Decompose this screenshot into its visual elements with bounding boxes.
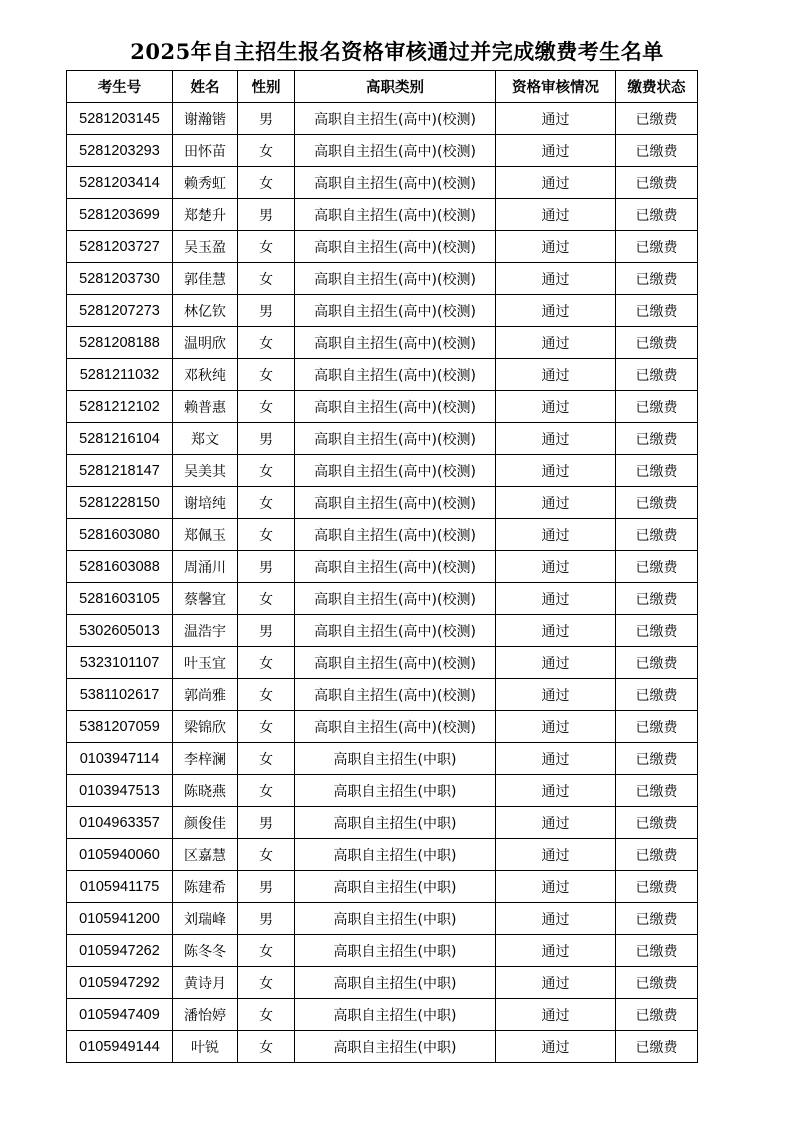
- review-status-cell: 通过: [496, 999, 616, 1031]
- name-cell: 陈建希: [173, 871, 238, 903]
- student-table: [66, 70, 698, 1063]
- table-row: [67, 455, 698, 487]
- category-cell: 高职自主招生(高中)(校测): [295, 103, 496, 135]
- payment-status-cell: 已缴费: [616, 743, 698, 775]
- category-cell: 高职自主招生(中职): [295, 935, 496, 967]
- payment-status-cell: 已缴费: [616, 423, 698, 455]
- review-status-cell: 通过: [496, 455, 616, 487]
- exam-number-cell: 5381207059: [67, 711, 173, 743]
- category-cell: 高职自主招生(高中)(校测): [295, 263, 496, 295]
- table-row: [67, 743, 698, 775]
- name-cell: 叶锐: [173, 1031, 238, 1063]
- exam-number-cell: 0105947409: [67, 999, 173, 1031]
- gender-cell: 女: [238, 487, 295, 519]
- name-cell: 陈晓燕: [173, 775, 238, 807]
- header-review-status: 资格审核情况: [496, 71, 616, 103]
- gender-cell: 女: [238, 359, 295, 391]
- table-row: [67, 967, 698, 999]
- name-cell: 蔡馨宜: [173, 583, 238, 615]
- name-cell: 温明欣: [173, 327, 238, 359]
- gender-cell: 女: [238, 775, 295, 807]
- payment-status-cell: 已缴费: [616, 711, 698, 743]
- table-row: [67, 519, 698, 551]
- review-status-cell: 通过: [496, 231, 616, 263]
- payment-status-cell: 已缴费: [616, 327, 698, 359]
- payment-status-cell: 已缴费: [616, 1031, 698, 1063]
- exam-number-cell: 5302605013: [67, 615, 173, 647]
- table-row: [67, 775, 698, 807]
- gender-cell: 女: [238, 935, 295, 967]
- exam-number-cell: 5281203730: [67, 263, 173, 295]
- category-cell: 高职自主招生(中职): [295, 999, 496, 1031]
- table-row: [67, 359, 698, 391]
- review-status-cell: 通过: [496, 967, 616, 999]
- gender-cell: 男: [238, 423, 295, 455]
- category-cell: 高职自主招生(中职): [295, 1031, 496, 1063]
- gender-cell: 女: [238, 999, 295, 1031]
- exam-number-cell: 0105947262: [67, 935, 173, 967]
- name-cell: 叶玉宜: [173, 647, 238, 679]
- category-cell: 高职自主招生(高中)(校测): [295, 231, 496, 263]
- review-status-cell: 通过: [496, 295, 616, 327]
- review-status-cell: 通过: [496, 807, 616, 839]
- table-row: [67, 999, 698, 1031]
- name-cell: 周涌川: [173, 551, 238, 583]
- gender-cell: 男: [238, 903, 295, 935]
- gender-cell: 男: [238, 871, 295, 903]
- category-cell: 高职自主招生(高中)(校测): [295, 679, 496, 711]
- category-cell: 高职自主招生(中职): [295, 839, 496, 871]
- gender-cell: 女: [238, 455, 295, 487]
- table-row: [67, 647, 698, 679]
- payment-status-cell: 已缴费: [616, 263, 698, 295]
- exam-number-cell: 5281218147: [67, 455, 173, 487]
- name-cell: 吴玉盈: [173, 231, 238, 263]
- review-status-cell: 通过: [496, 551, 616, 583]
- review-status-cell: 通过: [496, 423, 616, 455]
- exam-number-cell: 5281603105: [67, 583, 173, 615]
- table-row: [67, 679, 698, 711]
- gender-cell: 女: [238, 1031, 295, 1063]
- table-row: [67, 615, 698, 647]
- name-cell: 颜俊佳: [173, 807, 238, 839]
- table-body: [67, 103, 698, 1063]
- exam-number-cell: 5281203293: [67, 135, 173, 167]
- name-cell: 李梓澜: [173, 743, 238, 775]
- exam-number-cell: 0104963357: [67, 807, 173, 839]
- table-row: [67, 135, 698, 167]
- review-status-cell: 通过: [496, 263, 616, 295]
- payment-status-cell: 已缴费: [616, 359, 698, 391]
- exam-number-cell: 0103947513: [67, 775, 173, 807]
- review-status-cell: 通过: [496, 487, 616, 519]
- review-status-cell: 通过: [496, 615, 616, 647]
- exam-number-cell: 5281211032: [67, 359, 173, 391]
- payment-status-cell: 已缴费: [616, 295, 698, 327]
- review-status-cell: 通过: [496, 519, 616, 551]
- table-row: [67, 263, 698, 295]
- table-row: [67, 711, 698, 743]
- review-status-cell: 通过: [496, 775, 616, 807]
- exam-number-cell: 5381102617: [67, 679, 173, 711]
- exam-number-cell: 5281203699: [67, 199, 173, 231]
- name-cell: 梁锦欣: [173, 711, 238, 743]
- payment-status-cell: 已缴费: [616, 487, 698, 519]
- name-cell: 赖普惠: [173, 391, 238, 423]
- review-status-cell: 通过: [496, 583, 616, 615]
- gender-cell: 男: [238, 103, 295, 135]
- category-cell: 高职自主招生(高中)(校测): [295, 519, 496, 551]
- review-status-cell: 通过: [496, 167, 616, 199]
- name-cell: 潘怡婷: [173, 999, 238, 1031]
- gender-cell: 女: [238, 583, 295, 615]
- gender-cell: 女: [238, 679, 295, 711]
- payment-status-cell: 已缴费: [616, 519, 698, 551]
- exam-number-cell: 0105947292: [67, 967, 173, 999]
- table-row: [67, 295, 698, 327]
- category-cell: 高职自主招生(高中)(校测): [295, 359, 496, 391]
- payment-status-cell: 已缴费: [616, 135, 698, 167]
- category-cell: 高职自主招生(中职): [295, 871, 496, 903]
- name-cell: 田怀苗: [173, 135, 238, 167]
- table-row: [67, 807, 698, 839]
- category-cell: 高职自主招生(高中)(校测): [295, 551, 496, 583]
- name-cell: 郑文: [173, 423, 238, 455]
- category-cell: 高职自主招生(高中)(校测): [295, 135, 496, 167]
- table-row: [67, 391, 698, 423]
- review-status-cell: 通过: [496, 327, 616, 359]
- payment-status-cell: 已缴费: [616, 775, 698, 807]
- review-status-cell: 通过: [496, 935, 616, 967]
- gender-cell: 男: [238, 551, 295, 583]
- table-row: [67, 935, 698, 967]
- review-status-cell: 通过: [496, 647, 616, 679]
- table-row: [67, 423, 698, 455]
- header-category: 高职类别: [295, 71, 496, 103]
- gender-cell: 女: [238, 967, 295, 999]
- review-status-cell: 通过: [496, 679, 616, 711]
- exam-number-cell: 5281208188: [67, 327, 173, 359]
- name-cell: 黄诗月: [173, 967, 238, 999]
- gender-cell: 女: [238, 839, 295, 871]
- payment-status-cell: 已缴费: [616, 583, 698, 615]
- table-row: [67, 1031, 698, 1063]
- gender-cell: 男: [238, 199, 295, 231]
- category-cell: 高职自主招生(中职): [295, 743, 496, 775]
- exam-number-cell: 5281228150: [67, 487, 173, 519]
- table-row: [67, 871, 698, 903]
- name-cell: 刘瑞峰: [173, 903, 238, 935]
- exam-number-cell: 5281603080: [67, 519, 173, 551]
- name-cell: 郭佳慧: [173, 263, 238, 295]
- name-cell: 邓秋纯: [173, 359, 238, 391]
- gender-cell: 男: [238, 615, 295, 647]
- exam-number-cell: 5281207273: [67, 295, 173, 327]
- gender-cell: 女: [238, 231, 295, 263]
- exam-number-cell: 5281203727: [67, 231, 173, 263]
- table-row: [67, 103, 698, 135]
- payment-status-cell: 已缴费: [616, 615, 698, 647]
- payment-status-cell: 已缴费: [616, 167, 698, 199]
- gender-cell: 女: [238, 743, 295, 775]
- name-cell: 郑楚升: [173, 199, 238, 231]
- payment-status-cell: 已缴费: [616, 647, 698, 679]
- table-row: [67, 583, 698, 615]
- exam-number-cell: 5281212102: [67, 391, 173, 423]
- payment-status-cell: 已缴费: [616, 199, 698, 231]
- review-status-cell: 通过: [496, 903, 616, 935]
- exam-number-cell: 0105941200: [67, 903, 173, 935]
- category-cell: 高职自主招生(高中)(校测): [295, 295, 496, 327]
- header-exam-number: 考生号: [67, 71, 173, 103]
- payment-status-cell: 已缴费: [616, 871, 698, 903]
- category-cell: 高职自主招生(高中)(校测): [295, 711, 496, 743]
- table-header-row: [67, 71, 698, 103]
- header-name: 姓名: [173, 71, 238, 103]
- exam-number-cell: 0105940060: [67, 839, 173, 871]
- category-cell: 高职自主招生(高中)(校测): [295, 583, 496, 615]
- category-cell: 高职自主招生(中职): [295, 903, 496, 935]
- exam-number-cell: 5323101107: [67, 647, 173, 679]
- name-cell: 温浩宇: [173, 615, 238, 647]
- table-row: [67, 231, 698, 263]
- review-status-cell: 通过: [496, 839, 616, 871]
- payment-status-cell: 已缴费: [616, 551, 698, 583]
- category-cell: 高职自主招生(高中)(校测): [295, 167, 496, 199]
- review-status-cell: 通过: [496, 871, 616, 903]
- payment-status-cell: 已缴费: [616, 999, 698, 1031]
- table-row: [67, 903, 698, 935]
- name-cell: 陈冬冬: [173, 935, 238, 967]
- exam-number-cell: 5281603088: [67, 551, 173, 583]
- gender-cell: 女: [238, 135, 295, 167]
- category-cell: 高职自主招生(高中)(校测): [295, 199, 496, 231]
- category-cell: 高职自主招生(高中)(校测): [295, 423, 496, 455]
- table-row: [67, 327, 698, 359]
- header-payment-status: 缴费状态: [616, 71, 698, 103]
- payment-status-cell: 已缴费: [616, 455, 698, 487]
- category-cell: 高职自主招生(高中)(校测): [295, 391, 496, 423]
- name-cell: 赖秀虹: [173, 167, 238, 199]
- review-status-cell: 通过: [496, 135, 616, 167]
- payment-status-cell: 已缴费: [616, 103, 698, 135]
- name-cell: 谢瀚锴: [173, 103, 238, 135]
- payment-status-cell: 已缴费: [616, 391, 698, 423]
- payment-status-cell: 已缴费: [616, 679, 698, 711]
- category-cell: 高职自主招生(高中)(校测): [295, 647, 496, 679]
- table-row: [67, 839, 698, 871]
- exam-number-cell: 0105941175: [67, 871, 173, 903]
- gender-cell: 女: [238, 327, 295, 359]
- gender-cell: 男: [238, 295, 295, 327]
- name-cell: 郑佩玉: [173, 519, 238, 551]
- exam-number-cell: 5281216104: [67, 423, 173, 455]
- table-row: [67, 487, 698, 519]
- exam-number-cell: 0103947114: [67, 743, 173, 775]
- table-row: [67, 167, 698, 199]
- name-cell: 郭尚雅: [173, 679, 238, 711]
- category-cell: 高职自主招生(高中)(校测): [295, 615, 496, 647]
- category-cell: 高职自主招生(高中)(校测): [295, 487, 496, 519]
- review-status-cell: 通过: [496, 743, 616, 775]
- review-status-cell: 通过: [496, 711, 616, 743]
- review-status-cell: 通过: [496, 359, 616, 391]
- exam-number-cell: 5281203145: [67, 103, 173, 135]
- payment-status-cell: 已缴费: [616, 967, 698, 999]
- review-status-cell: 通过: [496, 103, 616, 135]
- name-cell: 谢培纯: [173, 487, 238, 519]
- payment-status-cell: 已缴费: [616, 935, 698, 967]
- category-cell: 高职自主招生(中职): [295, 775, 496, 807]
- exam-number-cell: 5281203414: [67, 167, 173, 199]
- table-row: [67, 551, 698, 583]
- name-cell: 区嘉慧: [173, 839, 238, 871]
- category-cell: 高职自主招生(中职): [295, 967, 496, 999]
- payment-status-cell: 已缴费: [616, 839, 698, 871]
- review-status-cell: 通过: [496, 1031, 616, 1063]
- exam-number-cell: 0105949144: [67, 1031, 173, 1063]
- page-title: 2025年自主招生报名资格审核通过并完成缴费考生名单: [130, 39, 664, 64]
- table-row: [67, 199, 698, 231]
- review-status-cell: 通过: [496, 199, 616, 231]
- gender-cell: 女: [238, 711, 295, 743]
- name-cell: 林亿钦: [173, 295, 238, 327]
- gender-cell: 女: [238, 391, 295, 423]
- payment-status-cell: 已缴费: [616, 903, 698, 935]
- gender-cell: 女: [238, 519, 295, 551]
- header-gender: 性别: [238, 71, 295, 103]
- category-cell: 高职自主招生(高中)(校测): [295, 327, 496, 359]
- payment-status-cell: 已缴费: [616, 807, 698, 839]
- name-cell: 吴美其: [173, 455, 238, 487]
- payment-status-cell: 已缴费: [616, 231, 698, 263]
- gender-cell: 女: [238, 263, 295, 295]
- gender-cell: 男: [238, 807, 295, 839]
- category-cell: 高职自主招生(中职): [295, 807, 496, 839]
- category-cell: 高职自主招生(高中)(校测): [295, 455, 496, 487]
- gender-cell: 女: [238, 647, 295, 679]
- review-status-cell: 通过: [496, 391, 616, 423]
- gender-cell: 女: [238, 167, 295, 199]
